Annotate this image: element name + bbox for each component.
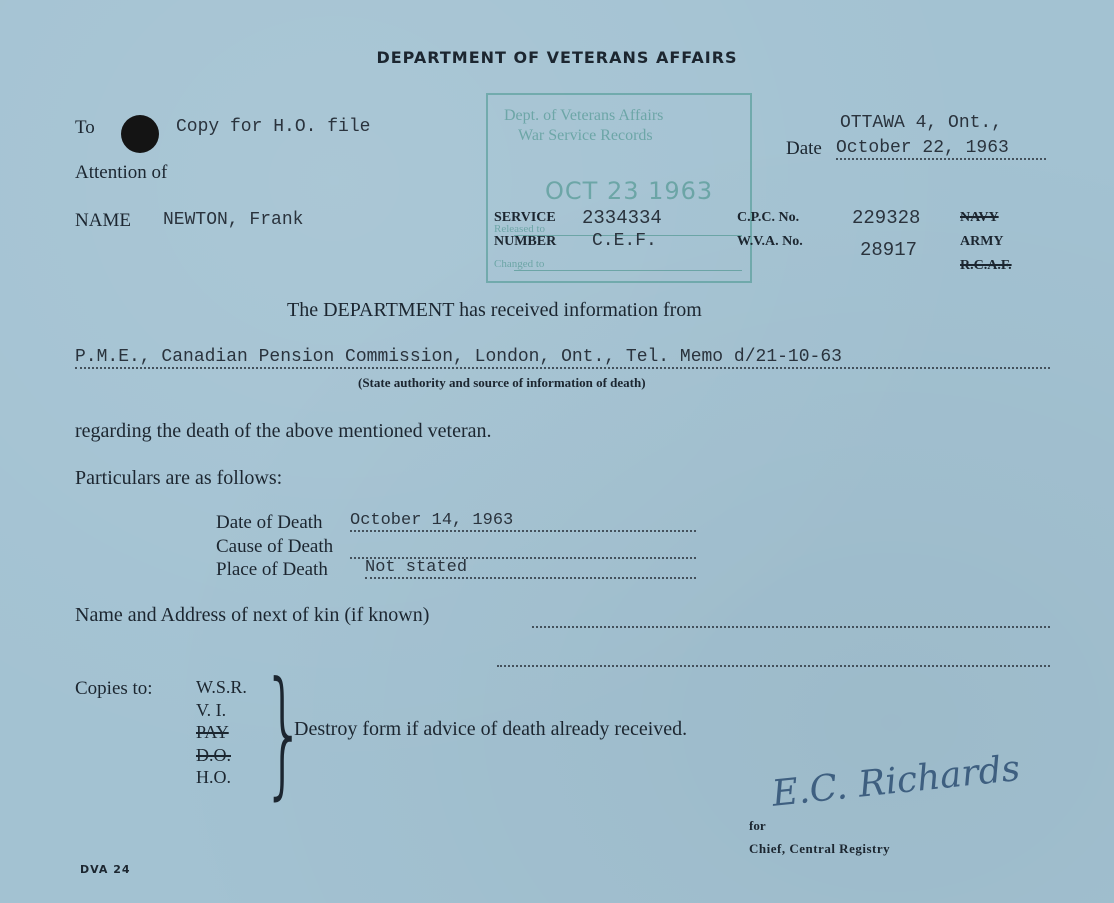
date-value: October 22, 1963 [836, 138, 1046, 160]
date-of-death-value: October 14, 1963 [350, 511, 696, 532]
stamp-records: War Service Records [518, 127, 653, 144]
service-label: SERVICE [494, 210, 556, 225]
copy-vi: V. I. [196, 700, 227, 720]
branch-navy: NAVY [960, 210, 999, 225]
cpc-value: 229328 [852, 207, 921, 229]
branch-rcaf: R.C.A.F. [960, 258, 1012, 273]
wva-value: 28917 [860, 239, 918, 261]
source-caption: (State authority and source of information of death) [358, 375, 646, 390]
place-value: OTTAWA 4, Ont., [840, 113, 1003, 133]
received-text: The DEPARTMENT has received information from [287, 299, 702, 321]
form-title: DEPARTMENT OF VETERANS AFFAIRS [376, 48, 738, 67]
cause-of-death-value [350, 535, 696, 559]
stamp-changed-label: Changed to [494, 258, 545, 270]
copy-do: D.O. [196, 745, 231, 765]
copy-pay: PAY [196, 722, 229, 742]
received-stamp [486, 93, 752, 283]
black-dot-icon [121, 115, 159, 153]
date-of-death-label: Date of Death [216, 512, 323, 533]
number-label: NUMBER [494, 234, 557, 249]
signature: E.C. Richards [770, 747, 1022, 815]
copies-label: Copies to: [75, 678, 153, 699]
next-of-kin-label: Name and Address of next of kin (if known) [75, 604, 430, 626]
attention-label: Attention of [75, 162, 168, 183]
branch-army: ARMY [960, 234, 1004, 249]
stamp-released-label: Released to [494, 223, 546, 235]
next-of-kin-extra-line [497, 645, 1050, 667]
name-value: NEWTON, Frank [163, 210, 304, 230]
cause-of-death-label: Cause of Death [216, 536, 334, 557]
place-of-death-label: Place of Death [216, 559, 328, 580]
service-number-value: 2334334 [582, 207, 662, 229]
destroy-note: Destroy form if advice of death already received. [294, 718, 688, 740]
form-code: DVA 24 [80, 863, 131, 876]
brace-icon: } [262, 652, 306, 813]
signatory-title: Chief, Central Registry [749, 841, 891, 856]
cpc-label: C.P.C. No. [737, 210, 800, 225]
copy-ho: H.O. [196, 767, 231, 787]
particulars-text: Particulars are as follows: [75, 467, 283, 489]
wva-label: W.V.A. No. [737, 234, 803, 249]
stamp-rule [514, 270, 742, 271]
copy-wsr: W.S.R. [196, 677, 247, 697]
name-label: NAME [75, 210, 131, 231]
date-label: Date [786, 138, 822, 159]
stamp-date: OCT 23 1963 [545, 177, 714, 205]
place-of-death-value: Not stated [365, 558, 696, 579]
to-value: Copy for H.O. file [176, 117, 371, 137]
to-label: To [75, 117, 95, 138]
next-of-kin-value [532, 604, 1050, 628]
stamp-department: Dept. of Veterans Affairs [504, 107, 664, 124]
for-label: for [749, 818, 766, 833]
source-value: P.M.E., Canadian Pension Commission, London, Ont., Tel. Memo d/21-10-63 [75, 347, 1050, 369]
regarding-text: regarding the death of the above mentioned veteran. [75, 420, 492, 442]
unit-value: C.E.F. [592, 231, 657, 251]
